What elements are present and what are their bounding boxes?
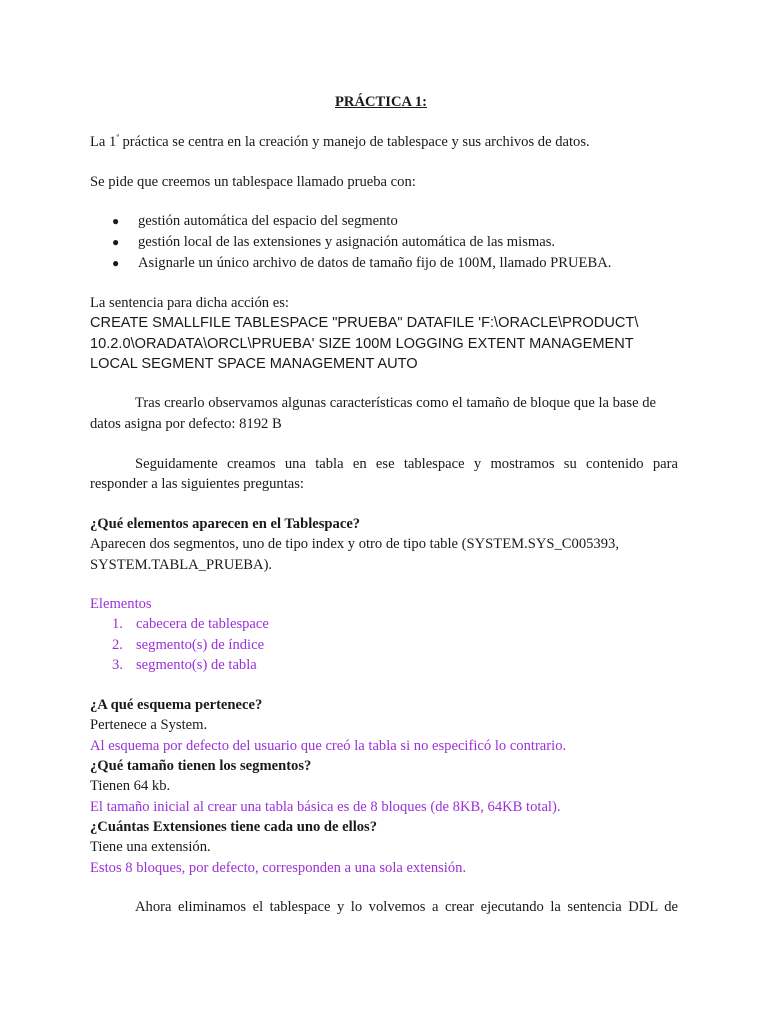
intro-superscript: ª bbox=[116, 132, 119, 143]
block-size-paragraph: Tras crearlo observamos algunas características como el tamaño de bloque que la base de bbox=[135, 395, 656, 411]
list-item: segmento(s) de tabla bbox=[136, 657, 257, 673]
document-title: PRÁCTICA 1: bbox=[335, 94, 428, 110]
list-number: 1. bbox=[112, 616, 123, 632]
elements-label: Elementos bbox=[90, 596, 152, 612]
request-paragraph: Se pide que creemos un tablespace llamado prueba con: bbox=[90, 174, 416, 190]
question-segment-size: ¿Qué tamaño tienen los segmentos? bbox=[90, 758, 312, 774]
bullet-item: Asignarle un único archivo de datos de tamaño fijo de 100M, llamado PRUEBA. bbox=[138, 255, 612, 271]
answer-elements-cont: SYSTEM.TABLA_PRUEBA). bbox=[90, 557, 273, 573]
table-paragraph-cont: responder a las siguientes preguntas: bbox=[90, 476, 304, 492]
answer-schema: Pertenece a System. bbox=[90, 717, 208, 733]
answer-segment-size: Tienen 64 kb. bbox=[90, 778, 171, 794]
list-number: 2. bbox=[112, 637, 123, 653]
sql-line: CREATE SMALLFILE TABLESPACE "PRUEBA" DATAFILE 'F:\ORACLE\PRODUCT\ bbox=[90, 315, 639, 331]
intro-prefix: La 1 bbox=[90, 134, 117, 150]
table-paragraph: Seguidamente creamos una tabla en ese tablespace y mostramos su contenido para bbox=[135, 456, 678, 472]
bullet-icon: ● bbox=[112, 256, 120, 270]
intro-paragraph bbox=[90, 132, 590, 152]
list-item: cabecera de tablespace bbox=[136, 616, 269, 632]
answer-segment-size-note: El tamaño inicial al crear una tabla básica es de 8 bloques (de 8KB, 64KB total). bbox=[90, 799, 561, 815]
list-number: 3. bbox=[112, 657, 123, 673]
answer-elements: Aparecen dos segmentos, uno de tipo index y otro de tipo table (SYSTEM.SYS_C005393, bbox=[90, 536, 619, 552]
sentence-label: La sentencia para dicha acción es: bbox=[90, 295, 289, 311]
question-elements: ¿Qué elementos aparecen en el Tablespace? bbox=[90, 516, 361, 532]
bullet-icon: ● bbox=[112, 214, 120, 228]
question-schema: ¿A qué esquema pertenece? bbox=[90, 697, 263, 713]
list-item: segmento(s) de índice bbox=[136, 637, 265, 653]
bullet-icon: ● bbox=[112, 235, 120, 249]
bullet-item: gestión local de las extensiones y asignación automática de las mismas. bbox=[138, 234, 556, 250]
bullet-item: gestión automática del espacio del segmento bbox=[138, 213, 398, 229]
sql-line: LOCAL SEGMENT SPACE MANAGEMENT AUTO bbox=[90, 356, 418, 372]
answer-schema-note: Al esquema por defecto del usuario que creó la tabla si no especificó lo contrario. bbox=[90, 738, 567, 754]
answer-extensions-note: Estos 8 bloques, por defecto, corresponden a una sola extensión. bbox=[90, 860, 467, 876]
sql-line: 10.2.0\ORADATA\ORCL\PRUEBA' SIZE 100M LOGGING EXTENT MANAGEMENT bbox=[90, 336, 634, 352]
question-extensions: ¿Cuántas Extensiones tiene cada uno de ellos? bbox=[90, 819, 378, 835]
final-paragraph: Ahora eliminamos el tablespace y lo volvemos a crear ejecutando la sentencia DDL de bbox=[135, 899, 678, 915]
block-size-paragraph-cont: datos asigna por defecto: 8192 B bbox=[90, 416, 282, 432]
intro-suffix: práctica se centra en la creación y manejo de tablespace y sus archivos de datos. bbox=[118, 134, 590, 150]
answer-extensions: Tiene una extensión. bbox=[90, 839, 211, 855]
